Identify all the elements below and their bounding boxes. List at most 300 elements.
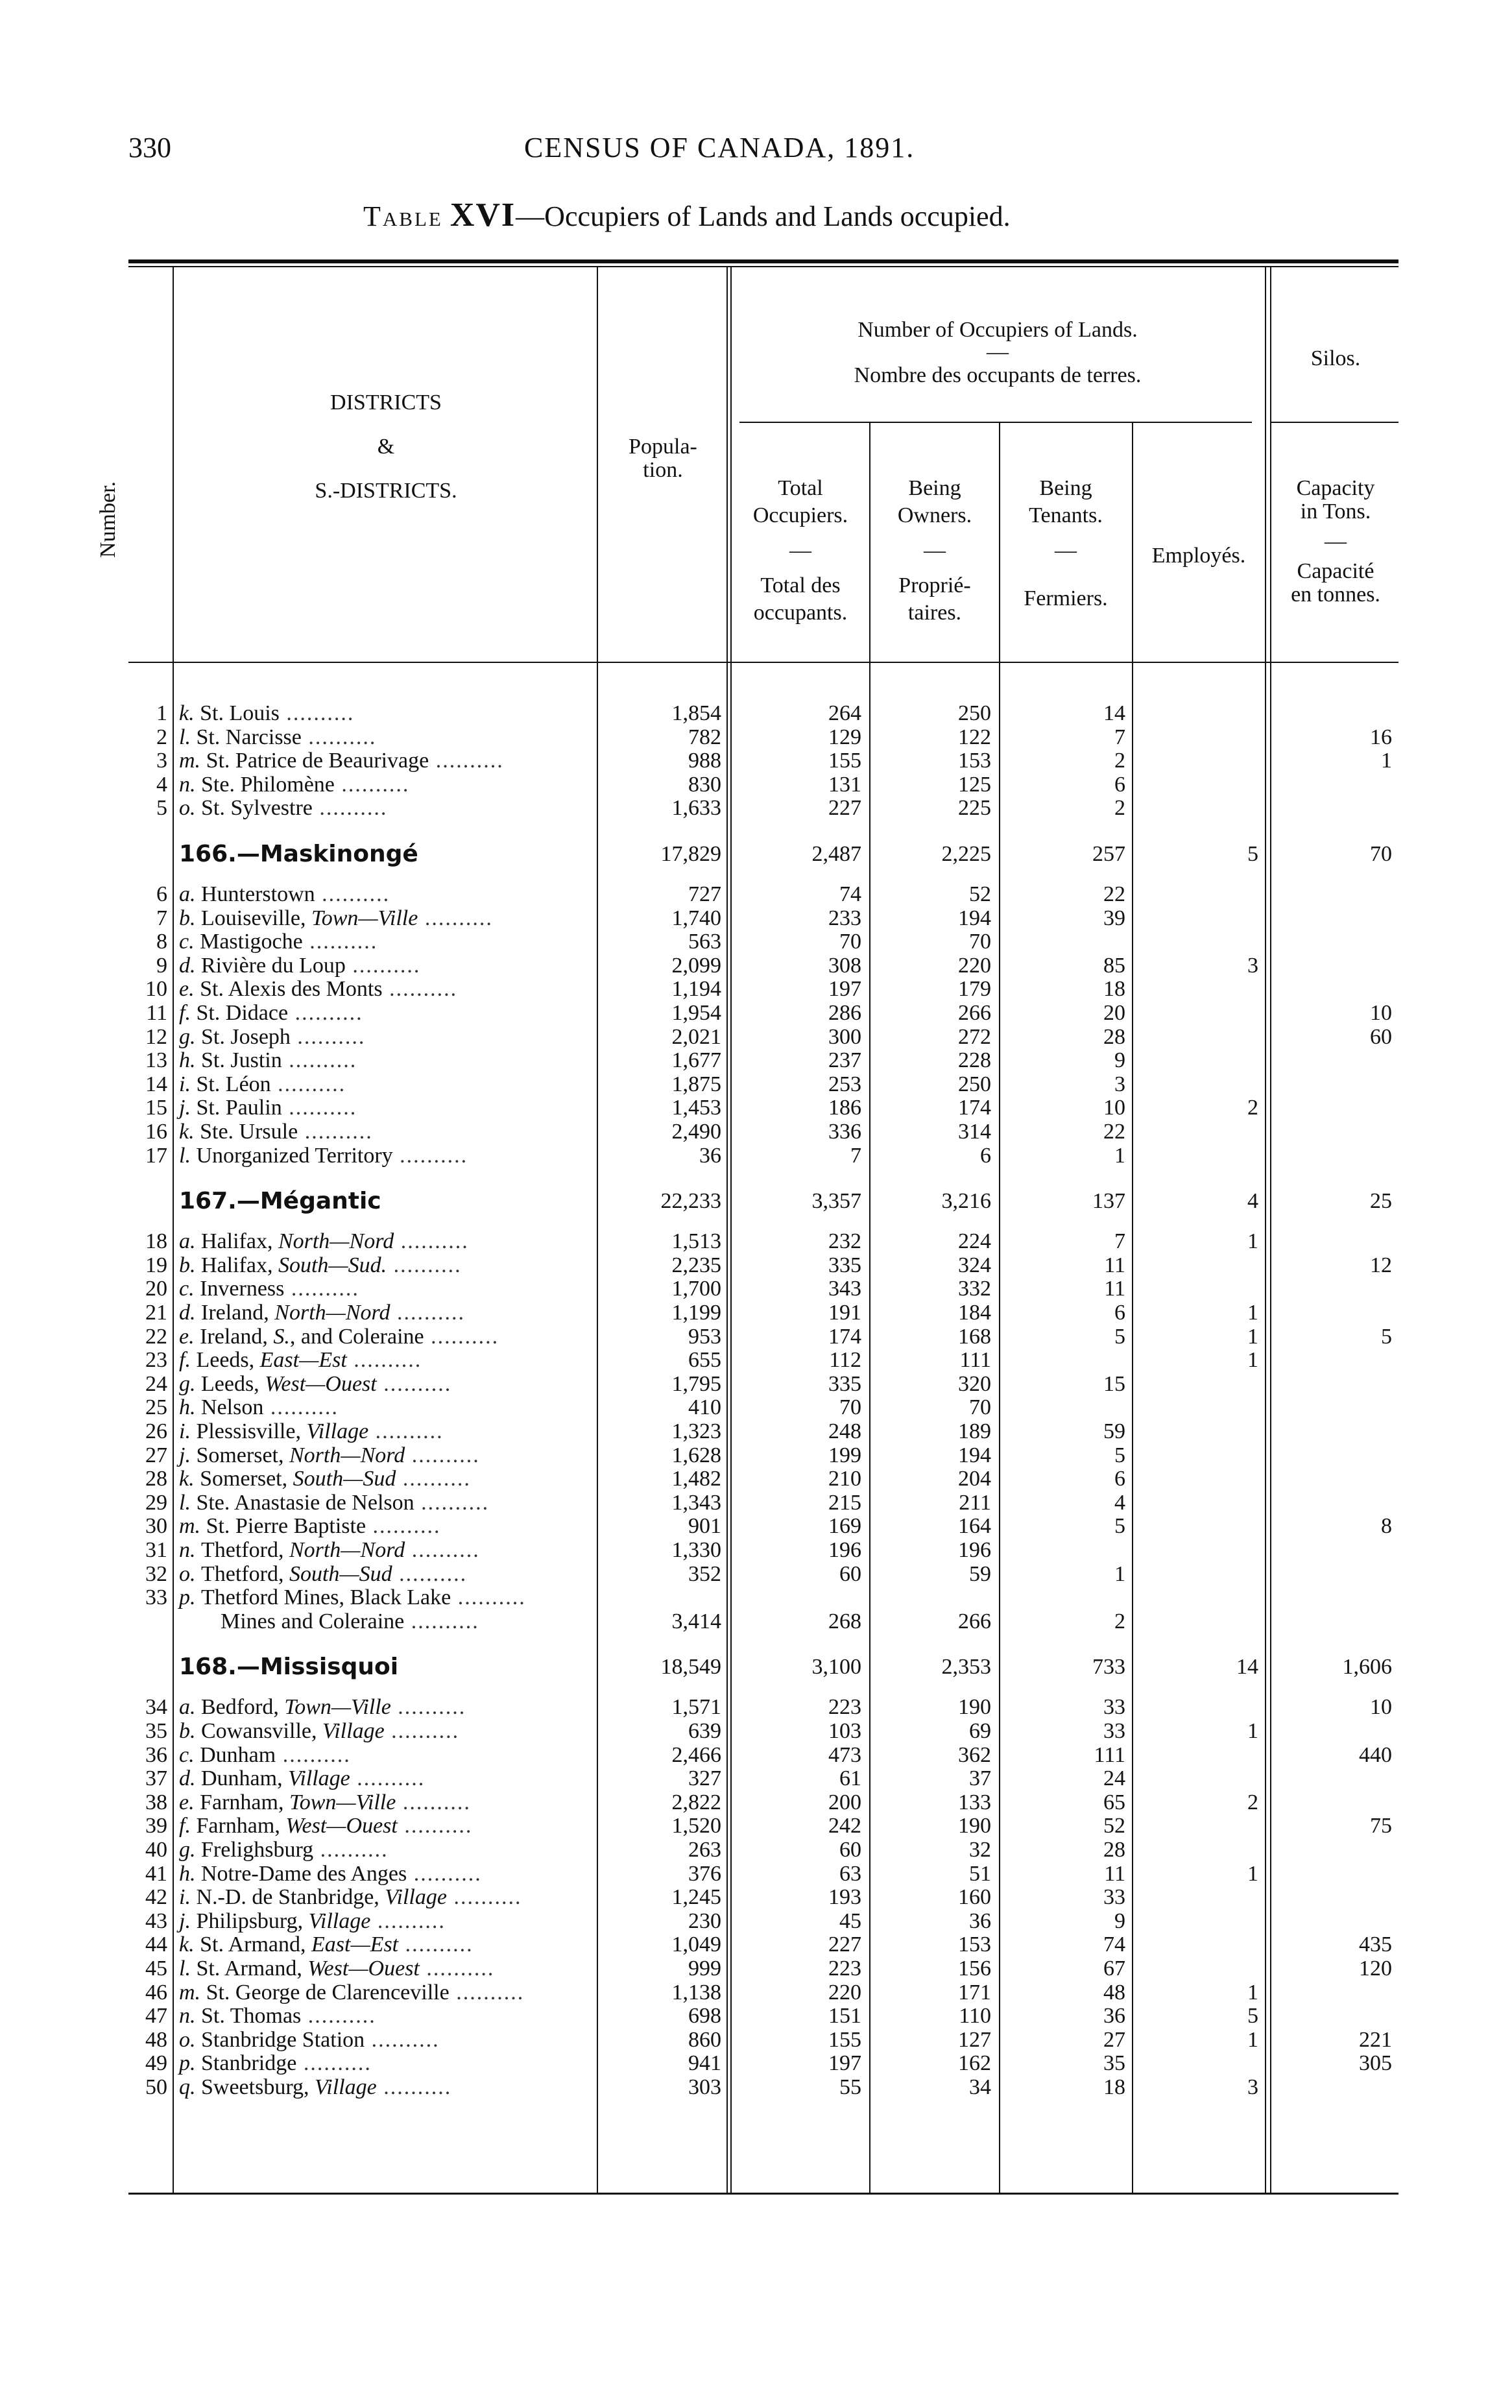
pop-cell: 1,795 — [671, 1371, 721, 1396]
subdistrict-label: Leeds, — [196, 1348, 260, 1373]
pop-cell: 2,235 — [671, 1253, 721, 1277]
owners-cell: 2,225 — [941, 842, 991, 866]
leader-dots: .......... — [394, 1229, 469, 1254]
table-caption — [363, 196, 1011, 234]
row-number: 34 — [145, 1695, 167, 1720]
owners-cell: 225 — [958, 796, 991, 821]
header-total-line: — — [789, 538, 811, 562]
col-rule — [730, 266, 732, 2193]
subdistrict-qualifier: Village — [322, 1719, 385, 1743]
subdistrict-qualifier: East—Est — [311, 1932, 399, 1957]
leader-dots: .......... — [284, 1277, 359, 1301]
employes-cell: 1 — [1247, 1301, 1258, 1325]
subdistrict-name — [179, 1813, 472, 1839]
leader-dots: .......... — [376, 2075, 452, 2099]
owners-cell: 51 — [969, 1861, 991, 1886]
total-cell: 336 — [828, 1120, 861, 1144]
header-population-line: tion. — [643, 458, 683, 482]
owners-cell: 164 — [958, 1514, 991, 1539]
pop-cell: 830 — [688, 772, 721, 797]
tenants-cell: 10 — [1103, 1096, 1125, 1120]
owners-cell: 224 — [958, 1229, 991, 1254]
subdistrict-letter: a. — [179, 1229, 201, 1254]
subdistrict-label: Halifax, — [201, 1229, 278, 1254]
subdistrict-qualifier: Town—Ville — [284, 1695, 391, 1720]
total-cell: 300 — [828, 1024, 861, 1049]
group-rule — [739, 422, 1252, 423]
pop-cell: 860 — [688, 2027, 721, 2052]
row-number: 45 — [145, 1956, 167, 1981]
pop-cell: 1,330 — [671, 1538, 721, 1562]
total-cell: 60 — [839, 1561, 861, 1586]
leader-dots: .......... — [405, 1538, 480, 1562]
tenants-cell: 33 — [1103, 1719, 1125, 1743]
silos-cell: 1 — [1381, 749, 1392, 773]
subdistrict-label: St. George de Clarenceville — [206, 1980, 450, 2005]
owners-cell: 52 — [969, 882, 991, 906]
subdistrict-name — [179, 1742, 351, 1768]
header-group-line: Number of Occupiers of Lands. — [858, 318, 1138, 342]
header-districts-line: & — [377, 435, 395, 459]
subdistrict-letter: f. — [179, 1348, 197, 1373]
total-cell: 131 — [828, 772, 861, 797]
subdistrict-name — [179, 2051, 372, 2077]
subdistrict-label: St. Thomas — [201, 2004, 302, 2029]
pop-cell: 2,466 — [671, 1742, 721, 1767]
owners-cell: 196 — [958, 1538, 991, 1562]
tenants-cell: 22 — [1103, 1120, 1125, 1144]
subdistrict-name — [179, 1585, 526, 1611]
subdistrict-letter: g. — [179, 1838, 201, 1862]
tenants-cell: 1 — [1114, 1143, 1125, 1168]
subdistrict-qualifier: Town—Ville — [289, 1790, 396, 1814]
table-caption-number: XVI — [450, 197, 516, 234]
subdistrict-name — [179, 1347, 422, 1373]
subdistrict-name — [179, 1956, 494, 1982]
subdistrict-label: Farnham, — [196, 1814, 286, 1838]
subdistrict-name — [179, 2027, 440, 2053]
owners-cell: 133 — [958, 1790, 991, 1814]
owners-cell: 153 — [958, 1932, 991, 1957]
silos-cell: 440 — [1359, 1742, 1392, 1767]
header-silos: Silos. — [1310, 346, 1361, 370]
tenants-cell: 27 — [1103, 2027, 1125, 2052]
total-cell: 253 — [828, 1072, 861, 1096]
total-cell: 3,357 — [811, 1189, 861, 1214]
subdistrict-label: Inverness — [200, 1277, 285, 1301]
owners-cell: 6 — [980, 1143, 991, 1168]
total-cell: 196 — [828, 1538, 861, 1562]
subdistrict-letter: k. — [179, 1467, 200, 1491]
col-rule — [726, 266, 728, 2193]
subdistrict-name — [179, 1932, 474, 1958]
subdistrict-qualifier: Village — [288, 1766, 350, 1791]
silos-cell: 60 — [1370, 1024, 1392, 1049]
subdistrict-label: Ste. Ursule — [200, 1120, 298, 1144]
tenants-cell: 18 — [1103, 977, 1125, 1002]
leader-dots: .......... — [396, 1467, 471, 1491]
subdistrict-qualifier: S. — [273, 1324, 290, 1349]
subdistrict-name — [179, 1000, 363, 1026]
subdistrict-letter: e. — [179, 1324, 200, 1349]
header-rule — [128, 662, 1398, 663]
pop-cell: 727 — [688, 882, 721, 906]
district-name: 167.—Mégantic — [179, 1188, 381, 1215]
header-group-line: Nombre des occupants de terres. — [854, 363, 1142, 387]
silos-cell: 305 — [1359, 2051, 1392, 2076]
subdistrict-name — [179, 1119, 373, 1145]
silos-cell: 221 — [1359, 2027, 1392, 2052]
total-cell: 61 — [839, 1766, 861, 1791]
col-rule — [173, 266, 174, 2193]
header-total-line: Occupiers. — [752, 503, 848, 527]
subdistrict-label: St. Armand, — [200, 1932, 311, 1957]
header-capacity-line: Capacité — [1297, 559, 1374, 583]
pop-cell: 18,549 — [660, 1655, 721, 1680]
subdistrict-letter: l. — [179, 1490, 197, 1515]
subdistrict-letter: j. — [179, 1908, 197, 1933]
employes-cell: 1 — [1247, 1861, 1258, 1886]
pop-cell: 1,343 — [671, 1490, 721, 1515]
leader-dots: .......... — [397, 1814, 473, 1838]
row-number: 38 — [145, 1790, 167, 1814]
leader-dots: .......... — [390, 1301, 466, 1325]
subdistrict-label: St. Didace — [196, 1001, 289, 1025]
header-total — [733, 475, 868, 627]
tenants-cell: 35 — [1103, 2051, 1125, 2076]
subdistrict-name — [179, 772, 409, 798]
leader-dots: .......... — [296, 2051, 372, 2076]
col-rule — [1265, 266, 1266, 2193]
row-number: 50 — [145, 2075, 167, 2099]
tenants-cell: 20 — [1103, 1001, 1125, 1025]
tenants-cell: 6 — [1114, 1467, 1125, 1491]
row-number: 40 — [145, 1838, 167, 1862]
leader-dots: .......... — [424, 1324, 499, 1349]
owners-cell: 70 — [969, 930, 991, 954]
header-owners-line: — — [924, 538, 946, 562]
row-number: 14 — [145, 1072, 167, 1096]
header-owners-line: Proprié- — [898, 573, 971, 597]
leader-dots: .......... — [282, 1096, 357, 1120]
subdistrict-label: St. Louis — [200, 701, 280, 725]
leader-dots: .......... — [298, 1120, 373, 1144]
subdistrict-qualifier: West—Ouest — [285, 1814, 398, 1838]
pop-cell: 1,049 — [671, 1932, 721, 1957]
tenants-cell: 7 — [1114, 1229, 1125, 1254]
tenants-cell: 5 — [1114, 1324, 1125, 1349]
row-number: 36 — [145, 1742, 167, 1767]
subdistrict-label: St. Léon — [196, 1072, 271, 1096]
header-owners — [872, 475, 998, 627]
row-number: 12 — [145, 1024, 167, 1049]
subdistrict-label: Halifax, — [201, 1253, 278, 1277]
silos-cell: 25 — [1370, 1189, 1392, 1214]
subdistrict-label: Leeds, — [201, 1371, 265, 1396]
subdistrict-name — [179, 1143, 468, 1169]
employes-cell: 1 — [1247, 1324, 1258, 1349]
tenants-cell: 74 — [1103, 1932, 1125, 1957]
owners-cell: 37 — [969, 1766, 991, 1791]
subdistrict-label: Philipsburg, — [196, 1908, 309, 1933]
total-cell: 7 — [850, 1143, 861, 1168]
leader-dots: .......... — [279, 701, 355, 725]
subdistrict-name — [179, 1718, 459, 1744]
subdistrict-name — [179, 1276, 359, 1302]
total-cell: 151 — [828, 2004, 861, 2029]
subdistrict-name — [179, 1324, 499, 1350]
subdistrict-qualifier: South—Sud — [293, 1467, 396, 1491]
tenants-cell: 137 — [1092, 1189, 1125, 1214]
pop-cell: 303 — [688, 2075, 721, 2099]
tenants-cell: 33 — [1103, 1885, 1125, 1910]
subdistrict-letter: k. — [179, 1932, 200, 1957]
subdistrict-qualifier: North—Nord — [289, 1443, 405, 1467]
subdistrict-qualifier: South—Sud — [289, 1561, 392, 1586]
total-cell: 223 — [828, 1956, 861, 1981]
subdistrict-name — [179, 1253, 462, 1279]
owners-cell: 272 — [958, 1024, 991, 1049]
subdistrict-letter: p. — [179, 2051, 201, 2076]
tenants-cell: 3 — [1114, 1072, 1125, 1096]
header-group-line: — — [987, 340, 1009, 364]
subdistrict-label: Thetford, — [201, 1538, 289, 1562]
subdistrict-label: Somerset, — [196, 1443, 289, 1467]
pop-cell: 2,021 — [671, 1024, 721, 1049]
total-cell: 335 — [828, 1253, 861, 1277]
subdistrict-label: Notre-Dame des Anges — [201, 1861, 407, 1886]
subdistrict-name — [179, 701, 354, 727]
header-capacity — [1273, 475, 1398, 608]
header-capacity-line: Capacity — [1296, 476, 1375, 500]
header-capacity-line: en tonnes. — [1291, 583, 1380, 607]
row-number: 44 — [145, 1932, 167, 1957]
subdistrict-name — [179, 748, 504, 774]
subdistrict-letter: o. — [179, 2027, 201, 2052]
header-number: Number. — [96, 481, 120, 558]
tenants-cell: 52 — [1103, 1814, 1125, 1838]
owners-cell: 125 — [958, 772, 991, 797]
total-cell: 233 — [828, 906, 861, 930]
pop-cell: 22,233 — [660, 1189, 721, 1214]
row-number: 5 — [156, 796, 167, 821]
total-cell: 242 — [828, 1814, 861, 1838]
pop-cell: 1,323 — [671, 1419, 721, 1443]
subdistrict-label: Ste. Anastasie de Nelson — [196, 1490, 414, 1515]
subdistrict-name — [179, 2075, 451, 2101]
subdistrict-letter: i. — [179, 1419, 197, 1443]
subdistrict-letter: n. — [179, 1538, 201, 1562]
total-cell: 169 — [828, 1514, 861, 1539]
pop-cell: 1,482 — [671, 1467, 721, 1491]
subdistrict-label: St. Pierre Baptiste — [206, 1514, 366, 1539]
total-cell: 193 — [828, 1885, 861, 1910]
employes-cell: 1 — [1247, 1348, 1258, 1373]
subdistrict-name — [221, 1609, 479, 1635]
total-cell: 268 — [828, 1609, 861, 1633]
subdistrict-letter: c. — [179, 1277, 200, 1301]
subdistrict-qualifier: South—Sud. — [278, 1253, 387, 1277]
employes-cell: 1 — [1247, 2027, 1258, 2052]
row-number: 32 — [145, 1561, 167, 1586]
subdistrict-name — [179, 1419, 444, 1445]
tenants-cell: 2 — [1114, 749, 1125, 773]
pop-cell: 17,829 — [660, 842, 721, 866]
tenants-cell: 733 — [1092, 1655, 1125, 1680]
leader-dots: .......... — [350, 1766, 426, 1791]
header-tenants-line: Tenants. — [1029, 503, 1103, 527]
subdistrict-letter: n. — [179, 2004, 201, 2029]
leader-dots: .......... — [346, 1348, 422, 1373]
total-cell: 335 — [828, 1371, 861, 1396]
tenants-cell: 48 — [1103, 1980, 1125, 2005]
subdistrict-label: St. Joseph — [201, 1024, 291, 1049]
owners-cell: 3,216 — [941, 1189, 991, 1214]
silos-cell: 10 — [1370, 1695, 1392, 1720]
owners-cell: 184 — [958, 1301, 991, 1325]
row-number: 3 — [156, 749, 167, 773]
subdistrict-letter: i. — [179, 1072, 197, 1096]
subdistrict-letter: k. — [179, 701, 200, 725]
subdistrict-qualifier: North—Nord — [278, 1229, 394, 1254]
subdistrict-name — [179, 1395, 339, 1421]
pop-cell: 410 — [688, 1395, 721, 1420]
owners-cell: 250 — [958, 701, 991, 725]
row-number: 33 — [145, 1585, 167, 1610]
leader-dots: .......... — [418, 906, 493, 930]
leader-dots: .......... — [429, 749, 504, 773]
tenants-cell: 24 — [1103, 1766, 1125, 1791]
leader-dots: .......... — [404, 1609, 479, 1633]
silos-cell: 435 — [1359, 1932, 1392, 1957]
row-number: 20 — [145, 1277, 167, 1301]
bottom-rule — [128, 2193, 1398, 2195]
subdistrict-letter: h. — [179, 1861, 201, 1886]
pop-cell: 999 — [688, 1956, 721, 1981]
owners-cell: 36 — [969, 1908, 991, 1933]
row-number: 25 — [145, 1395, 167, 1420]
header-tenants — [1002, 475, 1130, 612]
district-name: 166.—Maskinongé — [179, 841, 418, 867]
subdistrict-name — [179, 795, 387, 821]
tenants-cell: 11 — [1104, 1861, 1125, 1886]
owners-cell: 190 — [958, 1695, 991, 1720]
col-rule — [1132, 422, 1133, 2193]
header-total-line: occupants. — [753, 601, 848, 625]
employes-cell: 1 — [1247, 1980, 1258, 2005]
pop-cell: 1,520 — [671, 1814, 721, 1838]
owners-cell: 34 — [969, 2075, 991, 2099]
top-rule-thin — [128, 266, 1398, 267]
subdistrict-letter: p. — [179, 1585, 201, 1610]
subdistrict-qualifier: Town—Ville — [311, 906, 418, 930]
total-cell: 155 — [828, 749, 861, 773]
leader-dots: .......... — [302, 930, 378, 954]
row-number: 4 — [156, 772, 167, 797]
silos-cell: 1,606 — [1342, 1655, 1392, 1680]
subdistrict-label: Hunterstown — [201, 882, 315, 906]
owners-cell: 69 — [969, 1719, 991, 1743]
subdistrict-letter: g. — [179, 1024, 201, 1049]
total-cell: 74 — [839, 882, 861, 906]
total-cell: 473 — [828, 1742, 861, 1767]
owners-cell: 211 — [959, 1490, 991, 1515]
pop-cell: 1,740 — [671, 906, 721, 930]
subdistrict-name — [179, 1371, 451, 1397]
row-number: 21 — [145, 1301, 167, 1325]
subdistrict-name — [179, 1537, 480, 1563]
subdistrict-name — [179, 1694, 466, 1720]
owners-cell: 194 — [958, 1443, 991, 1467]
pop-cell: 655 — [688, 1348, 721, 1373]
subdistrict-label: Sweetsburg, — [201, 2075, 315, 2099]
owners-cell: 32 — [969, 1838, 991, 1862]
total-cell: 210 — [828, 1467, 861, 1491]
tenants-cell: 11 — [1104, 1253, 1125, 1277]
total-cell: 191 — [828, 1301, 861, 1325]
owners-cell: 332 — [958, 1277, 991, 1301]
owners-cell: 220 — [958, 953, 991, 978]
row-number: 43 — [145, 1908, 167, 1933]
subdistrict-label: St. Sylvestre — [201, 796, 313, 821]
total-cell: 199 — [828, 1443, 861, 1467]
row-number: 48 — [145, 2027, 167, 2052]
pop-cell: 36 — [699, 1143, 721, 1168]
subdistrict-qualifier: West—Ouest — [265, 1371, 377, 1396]
row-number: 35 — [145, 1719, 167, 1743]
leader-dots: .......... — [405, 1443, 480, 1467]
subdistrict-letter: l. — [179, 1956, 197, 1981]
owners-cell: 189 — [958, 1419, 991, 1443]
header-tenants-line: Being — [1039, 476, 1092, 500]
tenants-cell: 33 — [1103, 1695, 1125, 1720]
row-number: 42 — [145, 1885, 167, 1910]
tenants-cell: 22 — [1103, 882, 1125, 906]
subdistrict-letter: b. — [179, 1253, 201, 1277]
owners-cell: 127 — [958, 2027, 991, 2052]
row-number: 28 — [145, 1467, 167, 1491]
subdistrict-letter: h. — [179, 1048, 201, 1073]
subdistrict-letter: d. — [179, 1301, 201, 1325]
top-rule — [128, 259, 1398, 263]
leader-dots: .......... — [312, 796, 388, 821]
row-number: 23 — [145, 1348, 167, 1373]
pop-cell: 901 — [688, 1514, 721, 1539]
pop-cell: 1,571 — [671, 1695, 721, 1720]
subdistrict-label: Mastigoche — [200, 930, 303, 954]
tenants-cell: 5 — [1114, 1514, 1125, 1539]
subdistrict-label: Mines and Coleraine — [221, 1609, 405, 1633]
pop-cell: 563 — [688, 930, 721, 954]
pop-cell: 376 — [688, 1861, 721, 1886]
subdistrict-letter: o. — [179, 796, 201, 821]
col-rule — [1270, 266, 1271, 2193]
tenants-cell: 28 — [1103, 1838, 1125, 1862]
subdistrict-letter: f. — [179, 1001, 197, 1025]
subdistrict-label: Ste. Philomène — [201, 772, 335, 797]
silos-cell: 70 — [1370, 842, 1392, 866]
pop-cell: 263 — [688, 1838, 721, 1862]
tenants-cell: 36 — [1103, 2004, 1125, 2029]
total-cell: 70 — [839, 930, 861, 954]
tenants-cell: 85 — [1103, 953, 1125, 978]
pop-cell: 1,453 — [671, 1096, 721, 1120]
row-number: 22 — [145, 1324, 167, 1349]
subdistrict-label: Unorganized Territory — [196, 1143, 393, 1168]
subdistrict-name — [179, 1466, 471, 1492]
total-cell: 264 — [828, 701, 861, 725]
total-cell: 232 — [828, 1229, 861, 1254]
